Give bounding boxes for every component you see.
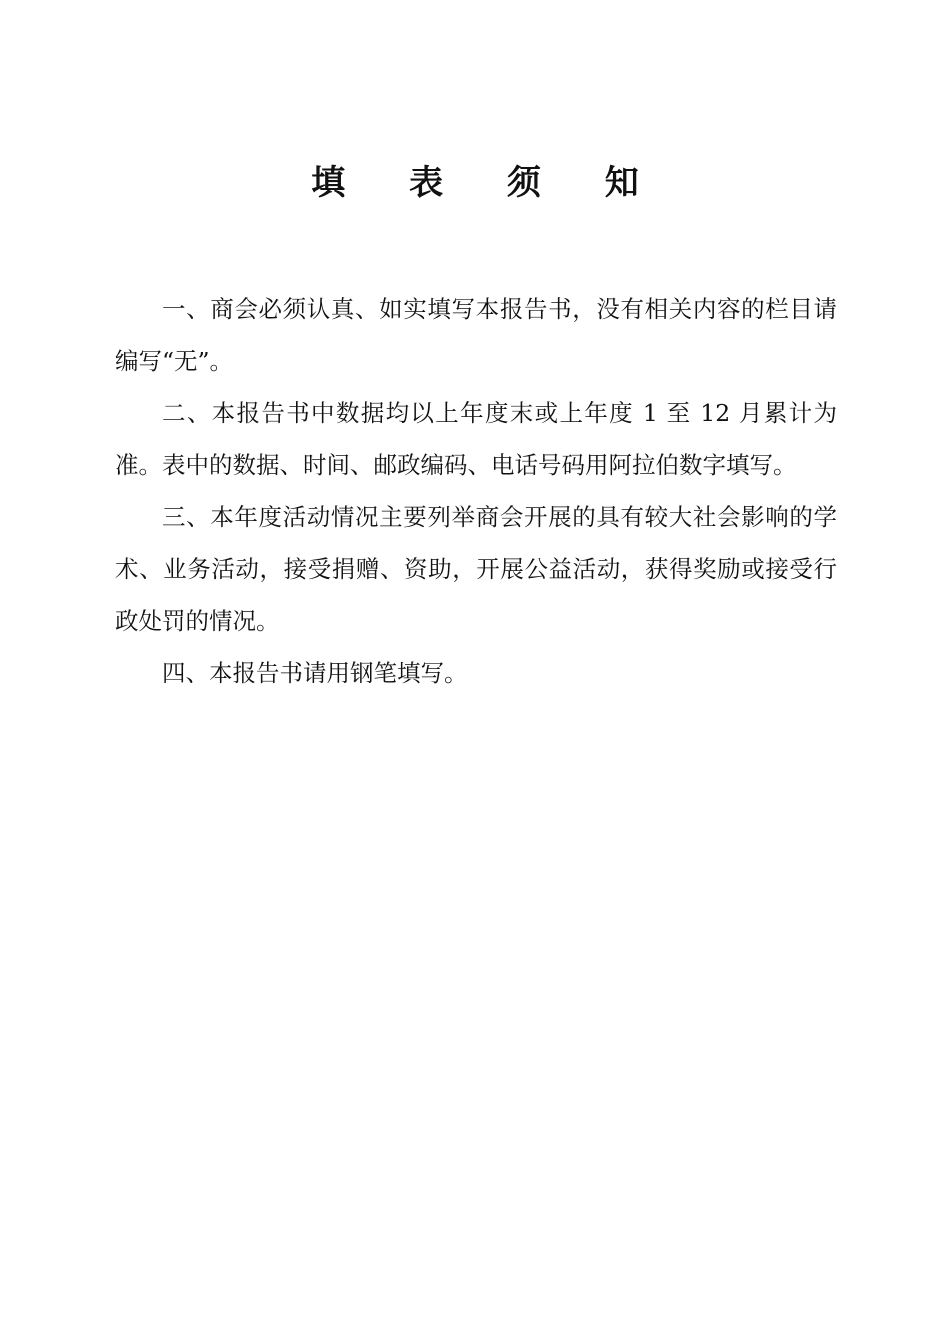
instruction-item-4: 四、本报告书请用钢笔填写。 — [162, 659, 468, 687]
instructions-body — [115, 283, 837, 699]
instruction-item-2: 二、本报告书中数据均以上年度末或上年度 1 至 12 月累计为准。表中的数据、时间、邮政编码、电话号码用阿拉伯数字填写。 — [115, 399, 837, 479]
instruction-item-1: 一、商会必须认真、如实填写本报告书，没有相关内容的栏目请编写“无”。 — [115, 295, 837, 375]
instruction-item-3: 三、本年度活动情况主要列举商会开展的具有较大社会影响的学术、业务活动，接受捐赠、资助，开展公益活动，获得奖励或接受行政处罚的情况。 — [115, 503, 837, 635]
page-title: 填 表 须 知 — [311, 163, 665, 203]
